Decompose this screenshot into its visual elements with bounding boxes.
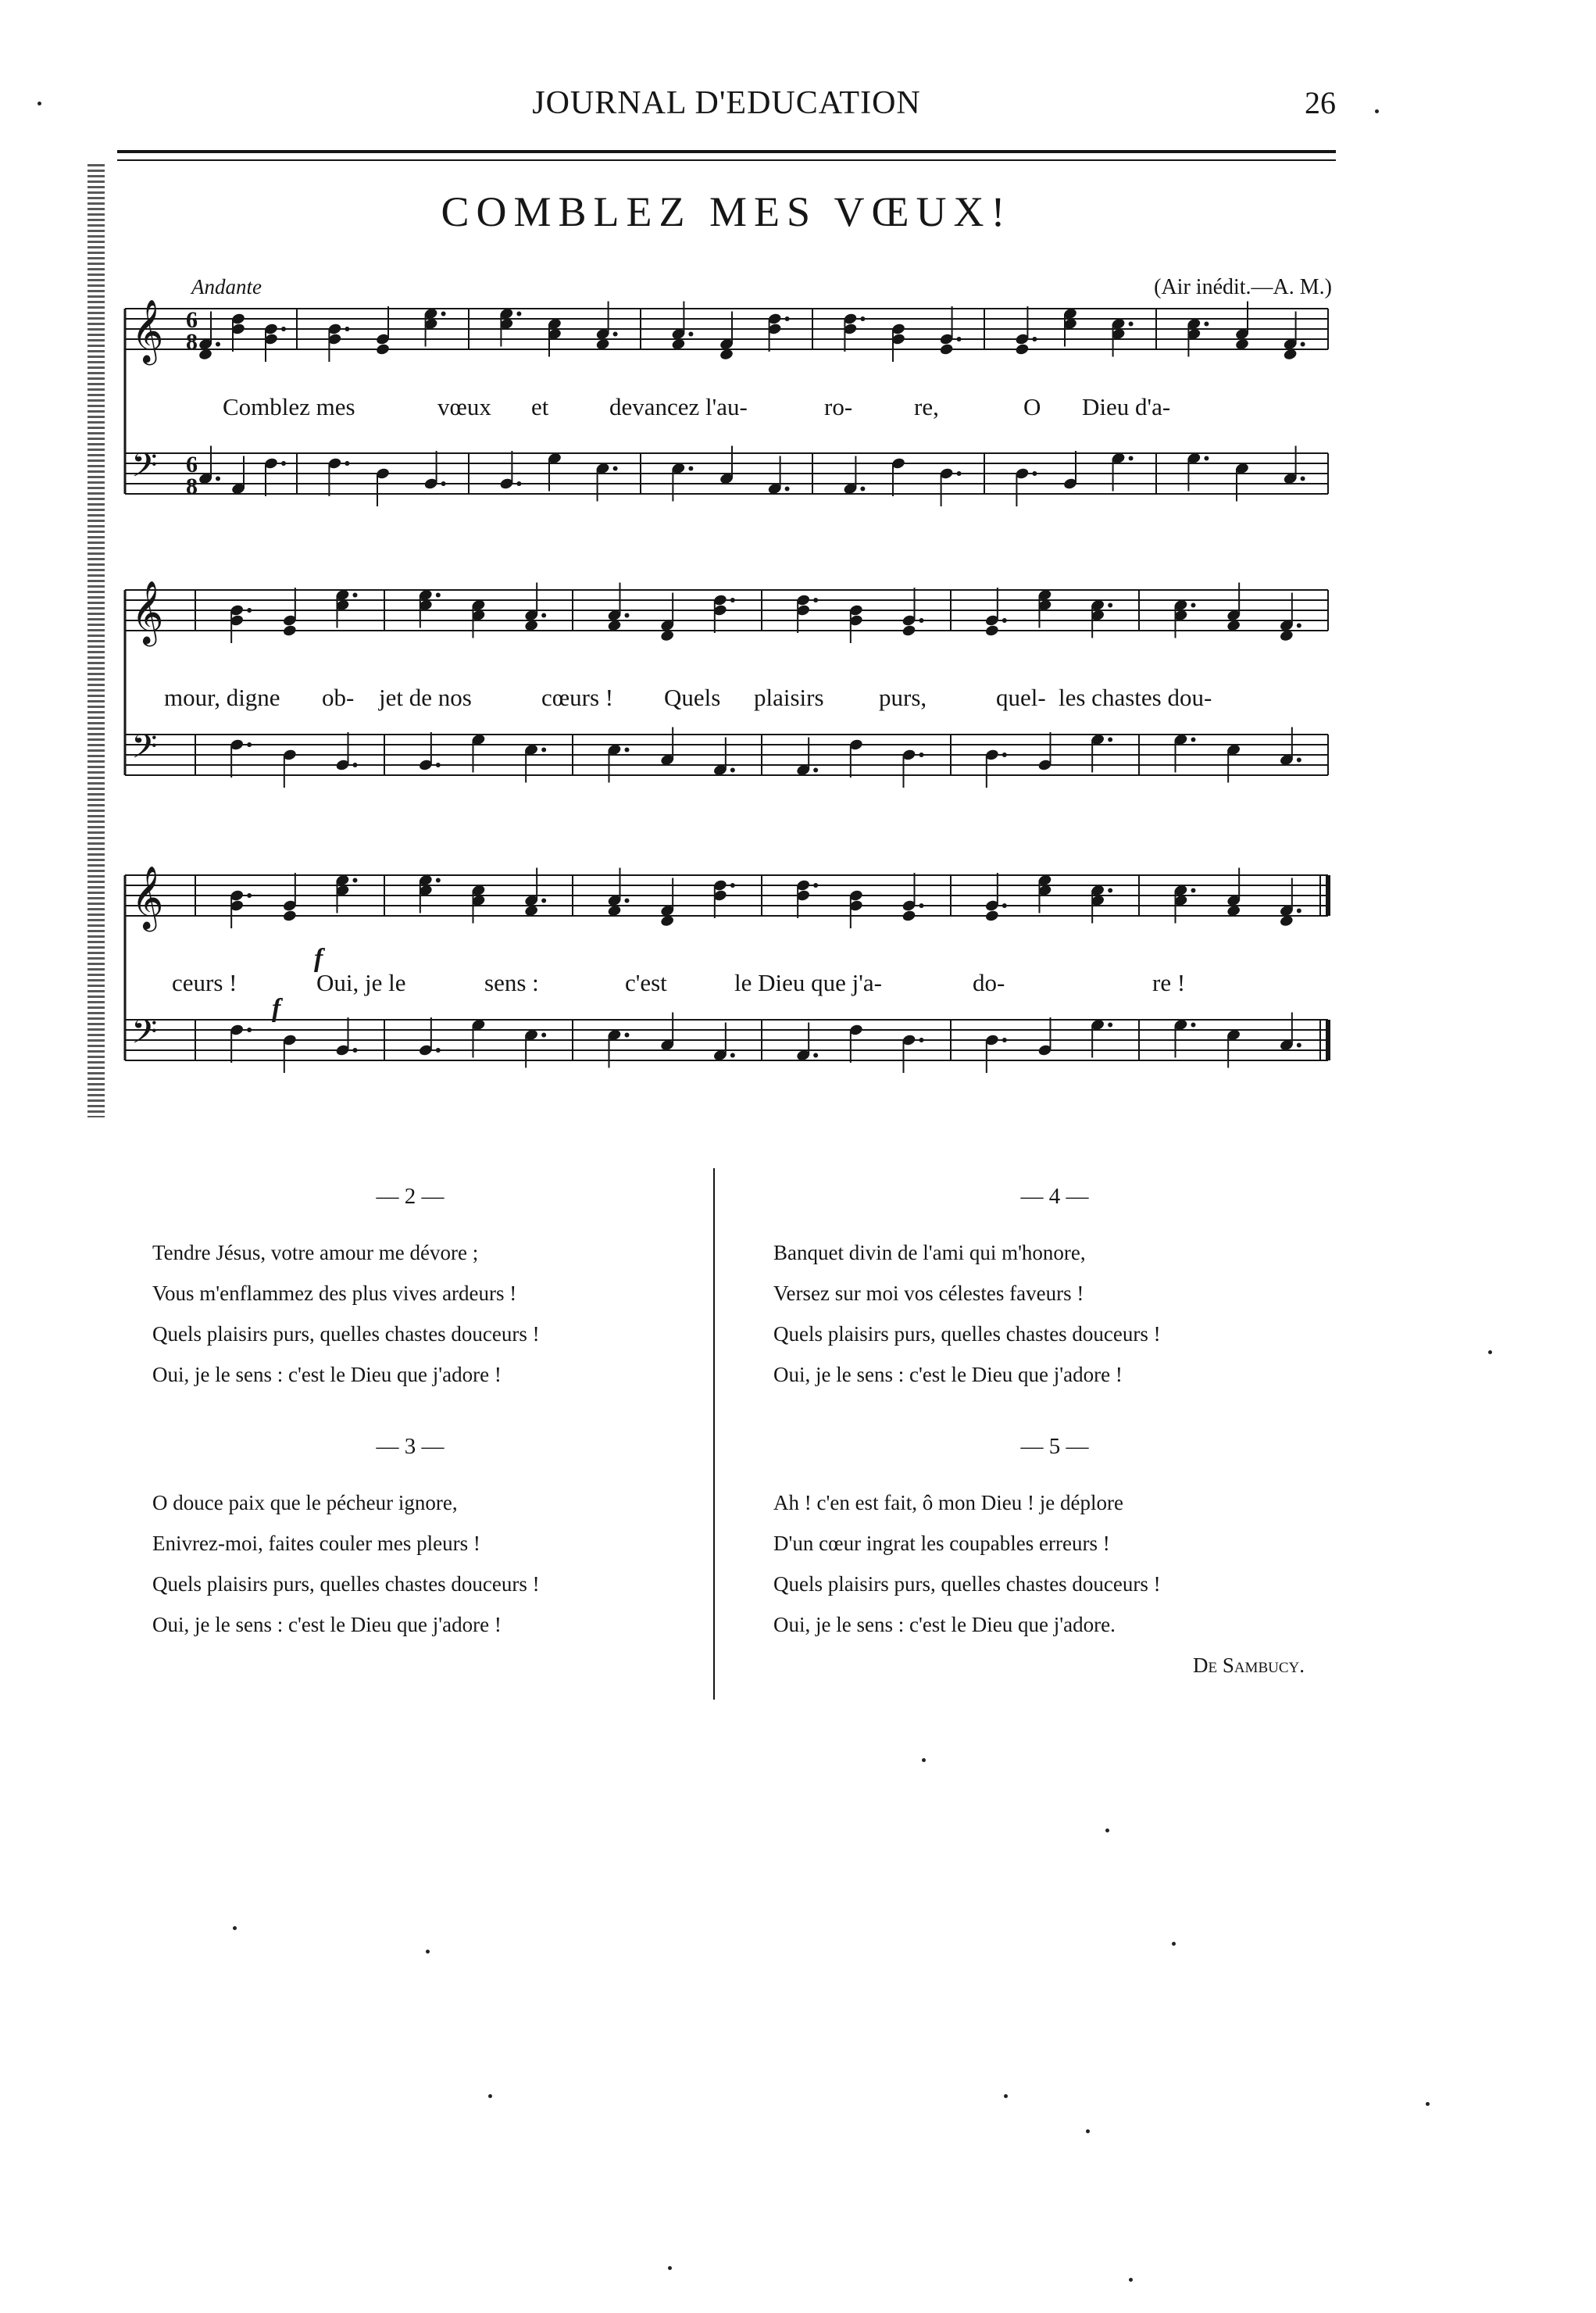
verse-line: O douce paix que le pécheur ignore, [152,1491,458,1514]
print-speck [668,2266,672,2270]
lyrics-line [109,393,1337,424]
verse-number: — 5 — [1020,1434,1089,1459]
time-signature-top: 6 [186,452,198,477]
note-dot [247,893,252,898]
print-speck [1004,2094,1008,2098]
lyric-syllable: mour, digne [164,684,280,711]
note-dot [247,742,252,747]
verse-line: Oui, je le sens : c'est le Dieu que j'adore ! [152,1363,502,1386]
header-rule-thin [117,159,1336,161]
lyric-syllable: O [1023,393,1041,420]
note-dot [813,768,818,773]
note-dot [919,753,924,757]
lyric-syllable: sens : [484,969,539,996]
verse-line: Banquet divin de l'ami qui m'honore, [773,1241,1086,1264]
print-speck [1172,1942,1176,1946]
note-head [282,624,297,638]
margin-binding-strip [87,164,105,1117]
page-header [117,78,1336,125]
verse-number: — 4 — [1020,1184,1089,1209]
lyric-syllable: Dieu d'a- [1082,393,1171,420]
verses-left-column [152,1176,668,1676]
verse-line: Enivrez-moi, faites couler mes pleurs ! [152,1532,480,1555]
note-dot [813,1053,818,1058]
note-dot [919,903,924,908]
note-dot [345,461,349,466]
note-dot [1002,903,1007,908]
note-dot [1191,738,1196,742]
note-dot [688,467,693,471]
lyric-syllable: quel- [996,684,1046,711]
note-dot [1301,477,1305,481]
verse-2 [152,1176,668,1395]
treble-clef: 𝄞 [131,580,164,644]
note-dot [436,878,441,883]
verse-line: Oui, je le sens : c'est le Dieu que j'adore ! [773,1363,1123,1386]
lyric-syllable: jet de nos [379,684,472,711]
note-dot [541,1033,546,1038]
note-dot [1108,888,1112,893]
note-dot [813,883,818,888]
note-dot [1297,909,1301,913]
note-dot [1002,618,1007,623]
print-speck [488,2094,492,2098]
note-dot [625,1033,630,1038]
note-dot [1297,624,1301,628]
note-dot [541,899,546,903]
lyric-syllable: ceurs ! [172,969,237,996]
note-head [902,624,916,638]
note-dot [541,613,546,618]
bass-clef: 𝄢 [131,1013,158,1060]
verse-5 [773,1426,1336,1686]
note-dot [1191,603,1196,608]
note-dot [441,312,446,316]
note-dot [625,899,630,903]
print-speck [37,102,41,105]
verse-line: Quels plaisirs purs, quelles chastes douceurs ! [152,1572,540,1596]
lyric-syllable: devancez l'au- [609,393,748,420]
note-dot [1032,471,1037,476]
note-dot [353,593,358,598]
tempo-marking: Andante [191,275,262,299]
verse-number: — 2 — [376,1184,445,1209]
lyric-syllable: cœurs ! [541,684,614,711]
note-dot [353,1048,358,1053]
time-signature-bottom: 8 [186,329,198,355]
header-rule-thick [117,150,1336,153]
bass-clef: 𝄢 [131,728,158,774]
print-speck [1426,2102,1430,2106]
verse-line: Quels plaisirs purs, quelles chastes douceurs ! [152,1322,540,1346]
lyric-syllable: le Dieu que j'a- [734,969,882,996]
verse-number: — 3 — [376,1434,445,1459]
note-head [282,910,297,923]
verses-right-column [773,1176,1336,1717]
note-dot [919,618,924,623]
running-title: JOURNAL D'EDUCATION [532,85,921,121]
note-dot [730,1053,735,1058]
lyric-syllable: c'est [625,969,667,996]
note-dot [516,312,521,316]
music-system-2 [109,574,1337,832]
print-speck [1105,1829,1109,1832]
lyric-syllable: re ! [1152,969,1186,996]
time-signature-bottom: 8 [186,474,198,499]
lyrics-line [109,684,1337,715]
note-dot [730,598,735,602]
note-head [902,910,916,923]
note-dot [216,342,220,347]
note-head [939,343,954,356]
lyric-syllable: Quels [664,684,721,711]
note-dot [345,327,349,331]
note-dot [216,477,220,481]
note-dot [1129,322,1134,327]
note-dot [1032,337,1037,341]
treble-clef: 𝄞 [131,299,164,363]
note-dot [613,332,618,337]
note-dot [441,481,446,486]
note-dot [860,487,865,492]
verse-line: Quels plaisirs purs, quelles chastes douceurs ! [773,1322,1161,1346]
note-dot [436,1048,441,1053]
page-number: 26 [1305,85,1336,120]
note-dot [957,337,962,341]
treble-clef: 𝄞 [131,865,164,929]
note-dot [1129,456,1134,461]
note-dot [281,327,286,331]
lyric-syllable: plaisirs [754,684,824,711]
note-head [984,624,999,638]
note-dot [516,481,521,486]
lyric-syllable: ob- [322,684,355,711]
print-speck [1375,109,1379,113]
note-dot [957,471,962,476]
dynamic-forte: f [314,944,323,973]
verse-4 [773,1176,1336,1395]
verse-line: Vous m'enflammez des plus vives ardeurs ! [152,1282,517,1305]
verse-line: Ah ! c'en est fait, ô mon Dieu ! je déplore [773,1491,1123,1514]
note-dot [730,768,735,773]
note-dot [1108,738,1112,742]
lyric-syllable: ro- [824,393,853,420]
lyric-syllable: Comblez mes [223,393,355,420]
print-speck [1129,2278,1133,2282]
bass-clef: 𝄢 [131,446,158,493]
note-dot [1204,456,1209,461]
note-dot [247,608,252,613]
verse-line: Oui, je le sens : c'est le Dieu que j'adore ! [152,1613,502,1636]
verse-line: Quels plaisirs purs, quelles chastes douceurs ! [773,1572,1161,1596]
song-title: COMBLEZ MES VŒUX! [441,188,1012,235]
lyric-syllable: et [531,393,549,420]
note-dot [688,332,693,337]
print-speck [1488,1350,1492,1354]
note-dot [785,487,790,492]
note-dot [247,1028,252,1032]
lyric-syllable: les chastes dou- [1059,684,1212,711]
note-dot [1204,322,1209,327]
verse-3 [152,1426,668,1645]
note-dot [919,1038,924,1042]
print-speck [1086,2129,1090,2133]
column-divider [713,1168,715,1700]
lyrics-line [109,969,1337,1000]
note-head [1015,343,1030,356]
note-dot [1108,1023,1112,1028]
lyric-syllable: purs, [879,684,927,711]
note-dot [625,613,630,618]
note-head [984,910,999,923]
note-dot [1297,1043,1301,1048]
music-system-1 [109,293,1337,551]
note-dot [281,461,286,466]
verse-line: D'un cœur ingrat les coupables erreurs ! [773,1532,1110,1555]
note-dot [1297,758,1301,763]
note-dot [1002,753,1007,757]
note-dot [541,748,546,753]
note-dot [730,883,735,888]
note-dot [1301,342,1305,347]
music-system-3 [109,860,1337,1117]
note-dot [436,763,441,767]
time-signature-top: 6 [186,307,198,333]
lyric-syllable: do- [973,969,1005,996]
note-dot [860,316,865,321]
lyric-syllable: vœux [437,393,491,420]
note-dot [436,593,441,598]
note-dot [785,316,790,321]
dynamic-forte: f [272,994,281,1023]
print-speck [426,1950,430,1954]
note-dot [353,878,358,883]
verse-line: Oui, je le sens : c'est le Dieu que j'adore. [773,1613,1116,1636]
note-dot [613,467,618,471]
author-signature: De Sambucy. [1192,1653,1305,1677]
note-dot [625,748,630,753]
print-speck [233,1926,237,1930]
note-dot [1191,888,1196,893]
verse-line: Versez sur moi vos célestes faveurs ! [773,1282,1084,1305]
note-head [375,343,390,356]
note-dot [1191,1023,1196,1028]
note-dot [1108,603,1112,608]
lyric-syllable: re, [914,393,939,420]
note-dot [1002,1038,1007,1042]
note-dot [353,763,358,767]
song-attribution: (Air inédit.—A. M.) [1154,275,1332,299]
verse-line: Tendre Jésus, votre amour me dévore ; [152,1241,479,1264]
print-speck [922,1758,926,1762]
note-dot [813,598,818,602]
lyric-syllable: Oui, je le [316,969,406,996]
